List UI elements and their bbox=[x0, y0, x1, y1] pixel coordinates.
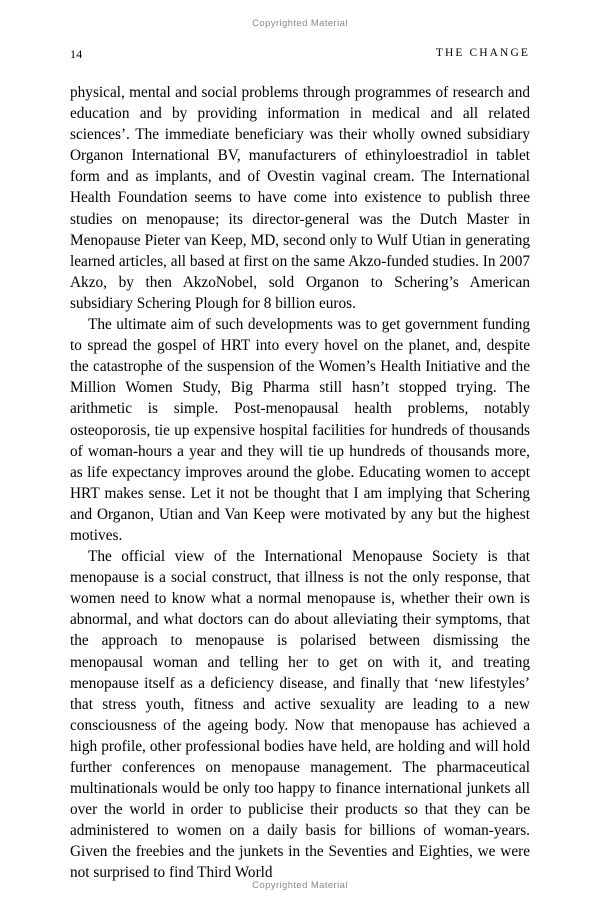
page-number: 14 bbox=[70, 47, 83, 61]
paragraph: The ultimate aim of such developments was to get government funding to spread the gospel of HRT into every hovel on the planet, and, despite the catastrophe of the suspension of the Women’s Health Initiative and the Million Women Study, Big Pharma still hasn’t stopped trying. The arithmetic is simple. Post-menopausal health problems, notably osteoporosis, tie up expensive hospital facilities for hundreds of thousands of woman-hours a year and they will tie up hundreds of thousands more, as life expectancy improves around the globe. Educating women to accept HRT makes sense. Let it not be thought that I am implying that Schering and Organon, Utian and Van Keep were motivated by any but the highest motives. bbox=[70, 316, 530, 544]
copyright-watermark-top: Copyrighted Material bbox=[252, 18, 348, 29]
body-text bbox=[70, 82, 530, 884]
book-title: THE CHANGE bbox=[435, 47, 530, 59]
running-head bbox=[70, 47, 530, 63]
paragraph: The official view of the International Menopause Society is that menopause is a social construct, that illness is not the only response, that women need to know what a normal menopause is, whether their own is abnormal, and what doctors can do about alleviating their symptoms, that the approach to menopause is polarised between dismissing the menopausal woman and telling her to get on with it, and treating menopause itself as a deficiency disease, and finally that ‘new lifestyles’ that stress youth, fitness and active sexuality are leading to a new consciousness of the ageing body. Now that menopause has achieved a high profile, other professional bodies have held, are holding and will hold further conferences on menopause management. The pharmaceutical multinationals would be only too happy to finance international junkets all over the world in order to publicise their products so that they can be administered to women on a daily basis for billions of woman-years. Given the freebies and the junkets in the Seventies and Eighties, we were not surprised to find Third World bbox=[70, 548, 530, 882]
copyright-watermark-bottom: Copyrighted Material bbox=[252, 880, 348, 891]
paragraph: physical, mental and social problems through programmes of research and education and by providing information in medical and all related sciences’. The immediate beneficiary was their wholly owned subsidiary Organon International BV, manufacturers of ethinyloestradiol in tablet form and as implants, and of Ovestin vaginal cream. The International Health Foundation seems to have come into existence to publish three studies on menopause; its director-general was the Dutch Master in Menopause Pieter van Keep, MD, second only to Wulf Utian in generating learned articles, all based at first on the same Akzo-funded studies. In 2007 Akzo, by then AkzoNobel, sold Organon to Schering’s American subsidiary Schering Plough for 8 billion euros. bbox=[70, 84, 530, 312]
